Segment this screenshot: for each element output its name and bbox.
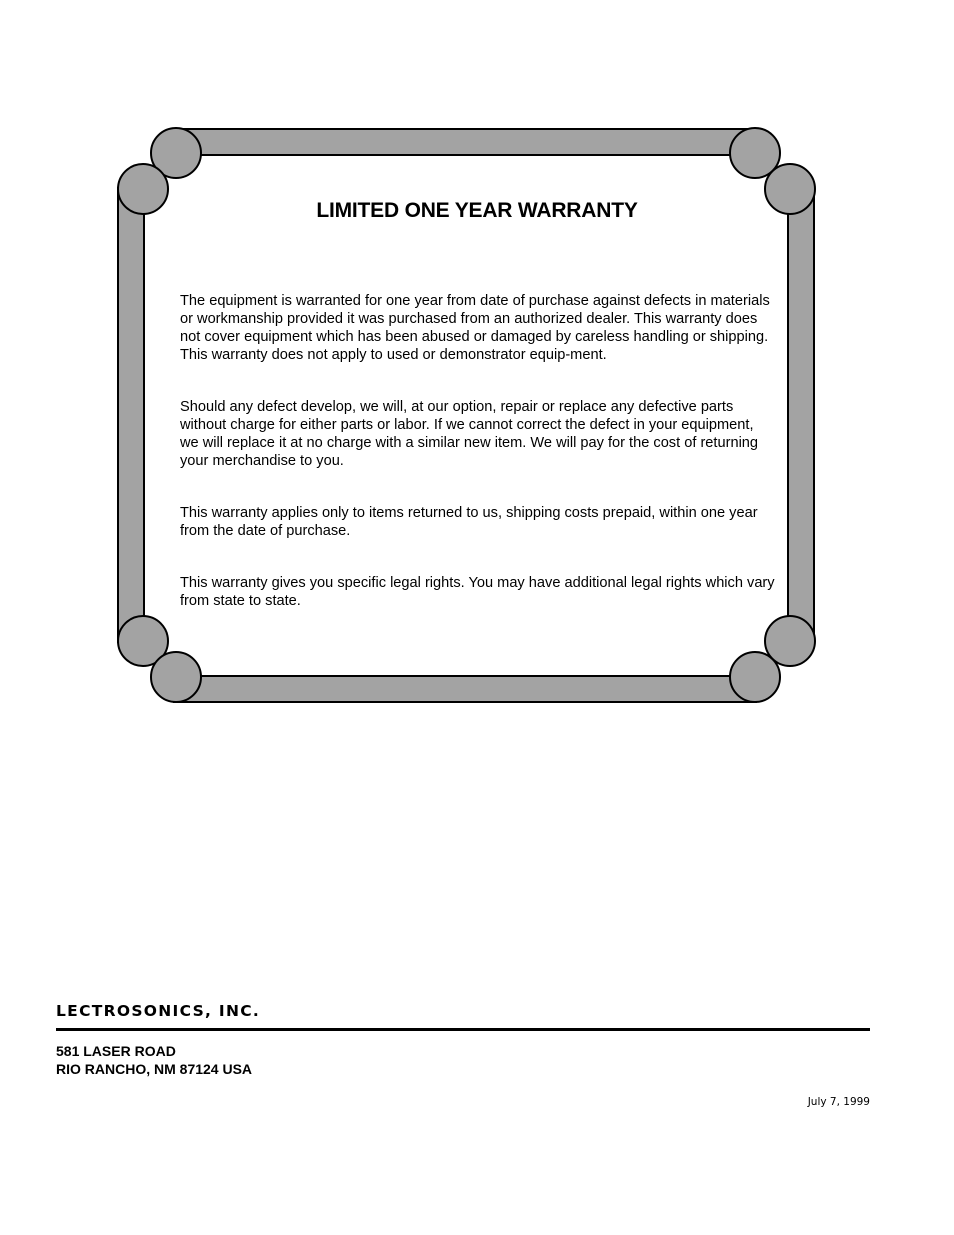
warranty-title: LIMITED ONE YEAR WARRANTY — [316, 199, 638, 222]
warranty-body — [180, 292, 776, 644]
warranty-paragraph: This warranty gives you specific legal rights. You may have additional legal rights which vary from state to state. — [180, 575, 775, 609]
company-address — [56, 1042, 252, 1078]
frame-top-bar — [174, 129, 756, 155]
warranty-paragraph: This warranty applies only to items returned to us, shipping costs prepaid, within one year from the date of purchase. — [180, 505, 758, 539]
address-line-city: RIO RANCHO, NM 87124 USA — [56, 1061, 253, 1077]
frame-corner-knob — [730, 652, 780, 702]
frame-corner-knob — [151, 652, 201, 702]
warranty-paragraph: The equipment is warranted for one year from date of purchase against defects in materials or workmanship provided it was purchased from an authorized dealer. This warranty does not cover equipment which has been abused or damaged by careless handling or shipping. This warranty does not apply to used or demonstrator equip-ment. — [180, 293, 770, 363]
frame-right-bar — [788, 188, 814, 642]
frame-bottom-bar — [174, 676, 756, 702]
warranty-paragraph: Should any defect develop, we will, at our option, repair or replace any defective parts without charge for either parts or labor. If we cannot correct the defect in your equipment, we will replace it at no charge with a similar new item. We will pay for the cost of returning your merchandise to you. — [180, 399, 759, 469]
frame-left-bar — [118, 188, 144, 642]
document-date: July 7, 1999 — [807, 1096, 870, 1108]
company-name: LECTROSONICS, INC. — [56, 1002, 261, 1020]
company-divider — [56, 1028, 870, 1031]
address-line-street: 581 LASER ROAD — [56, 1043, 176, 1059]
